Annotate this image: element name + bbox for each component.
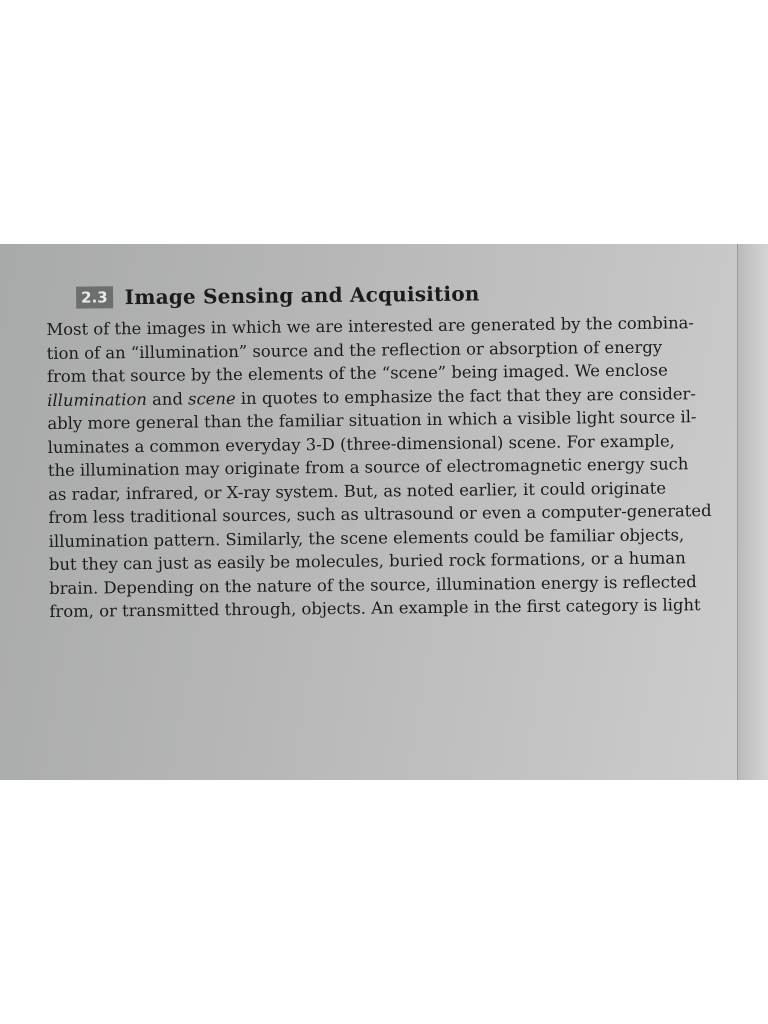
body-paragraph	[46, 311, 739, 624]
section-number: 2.3	[76, 286, 113, 308]
text-line: from that source by the elements of the “scene” being imaged. We enclose	[46, 360, 668, 386]
text-line: from, or transmitted through, objects. An example in the first category is light	[49, 595, 701, 621]
text-line: as radar, infrared, or X-ray system. But, as noted earlier, it could originate	[48, 478, 667, 504]
italic-term: illumination	[47, 389, 147, 410]
text-line: but they can just as easily be molecules, buried rock formations, or a human	[48, 548, 686, 574]
text-line: brain. Depending on the nature of the source, illumination energy is reflected	[49, 571, 697, 598]
italic-term: scene	[187, 388, 236, 409]
page-content	[46, 279, 739, 624]
text-line: tion of an “illumination” source and the reflection or absorption of energy	[46, 337, 663, 363]
text-fragment: in quotes to emphasize the fact that they are consider-	[240, 383, 696, 408]
text-line: luminates a common everyday 3-D (three-dimensional) scene. For example,	[47, 430, 675, 457]
page-edge	[737, 244, 768, 780]
text-line: Most of the images in which we are interested are generated by the combina-	[46, 313, 694, 339]
book-photo	[0, 244, 768, 780]
text-line: from less traditional sources, such as ultrasound or even a computer-generated	[48, 501, 712, 527]
text-fragment: and	[146, 389, 189, 409]
section-heading	[76, 279, 736, 310]
section-title: Image Sensing and Acquisition	[124, 281, 480, 310]
text-line: illumination pattern. Similarly, the scene elements could be familiar objects,	[48, 524, 685, 551]
text-line: the illumination may originate from a source of electromagnetic energy such	[47, 454, 689, 480]
text-line: ably more general than the familiar situation in which a visible light source il-	[47, 407, 697, 433]
